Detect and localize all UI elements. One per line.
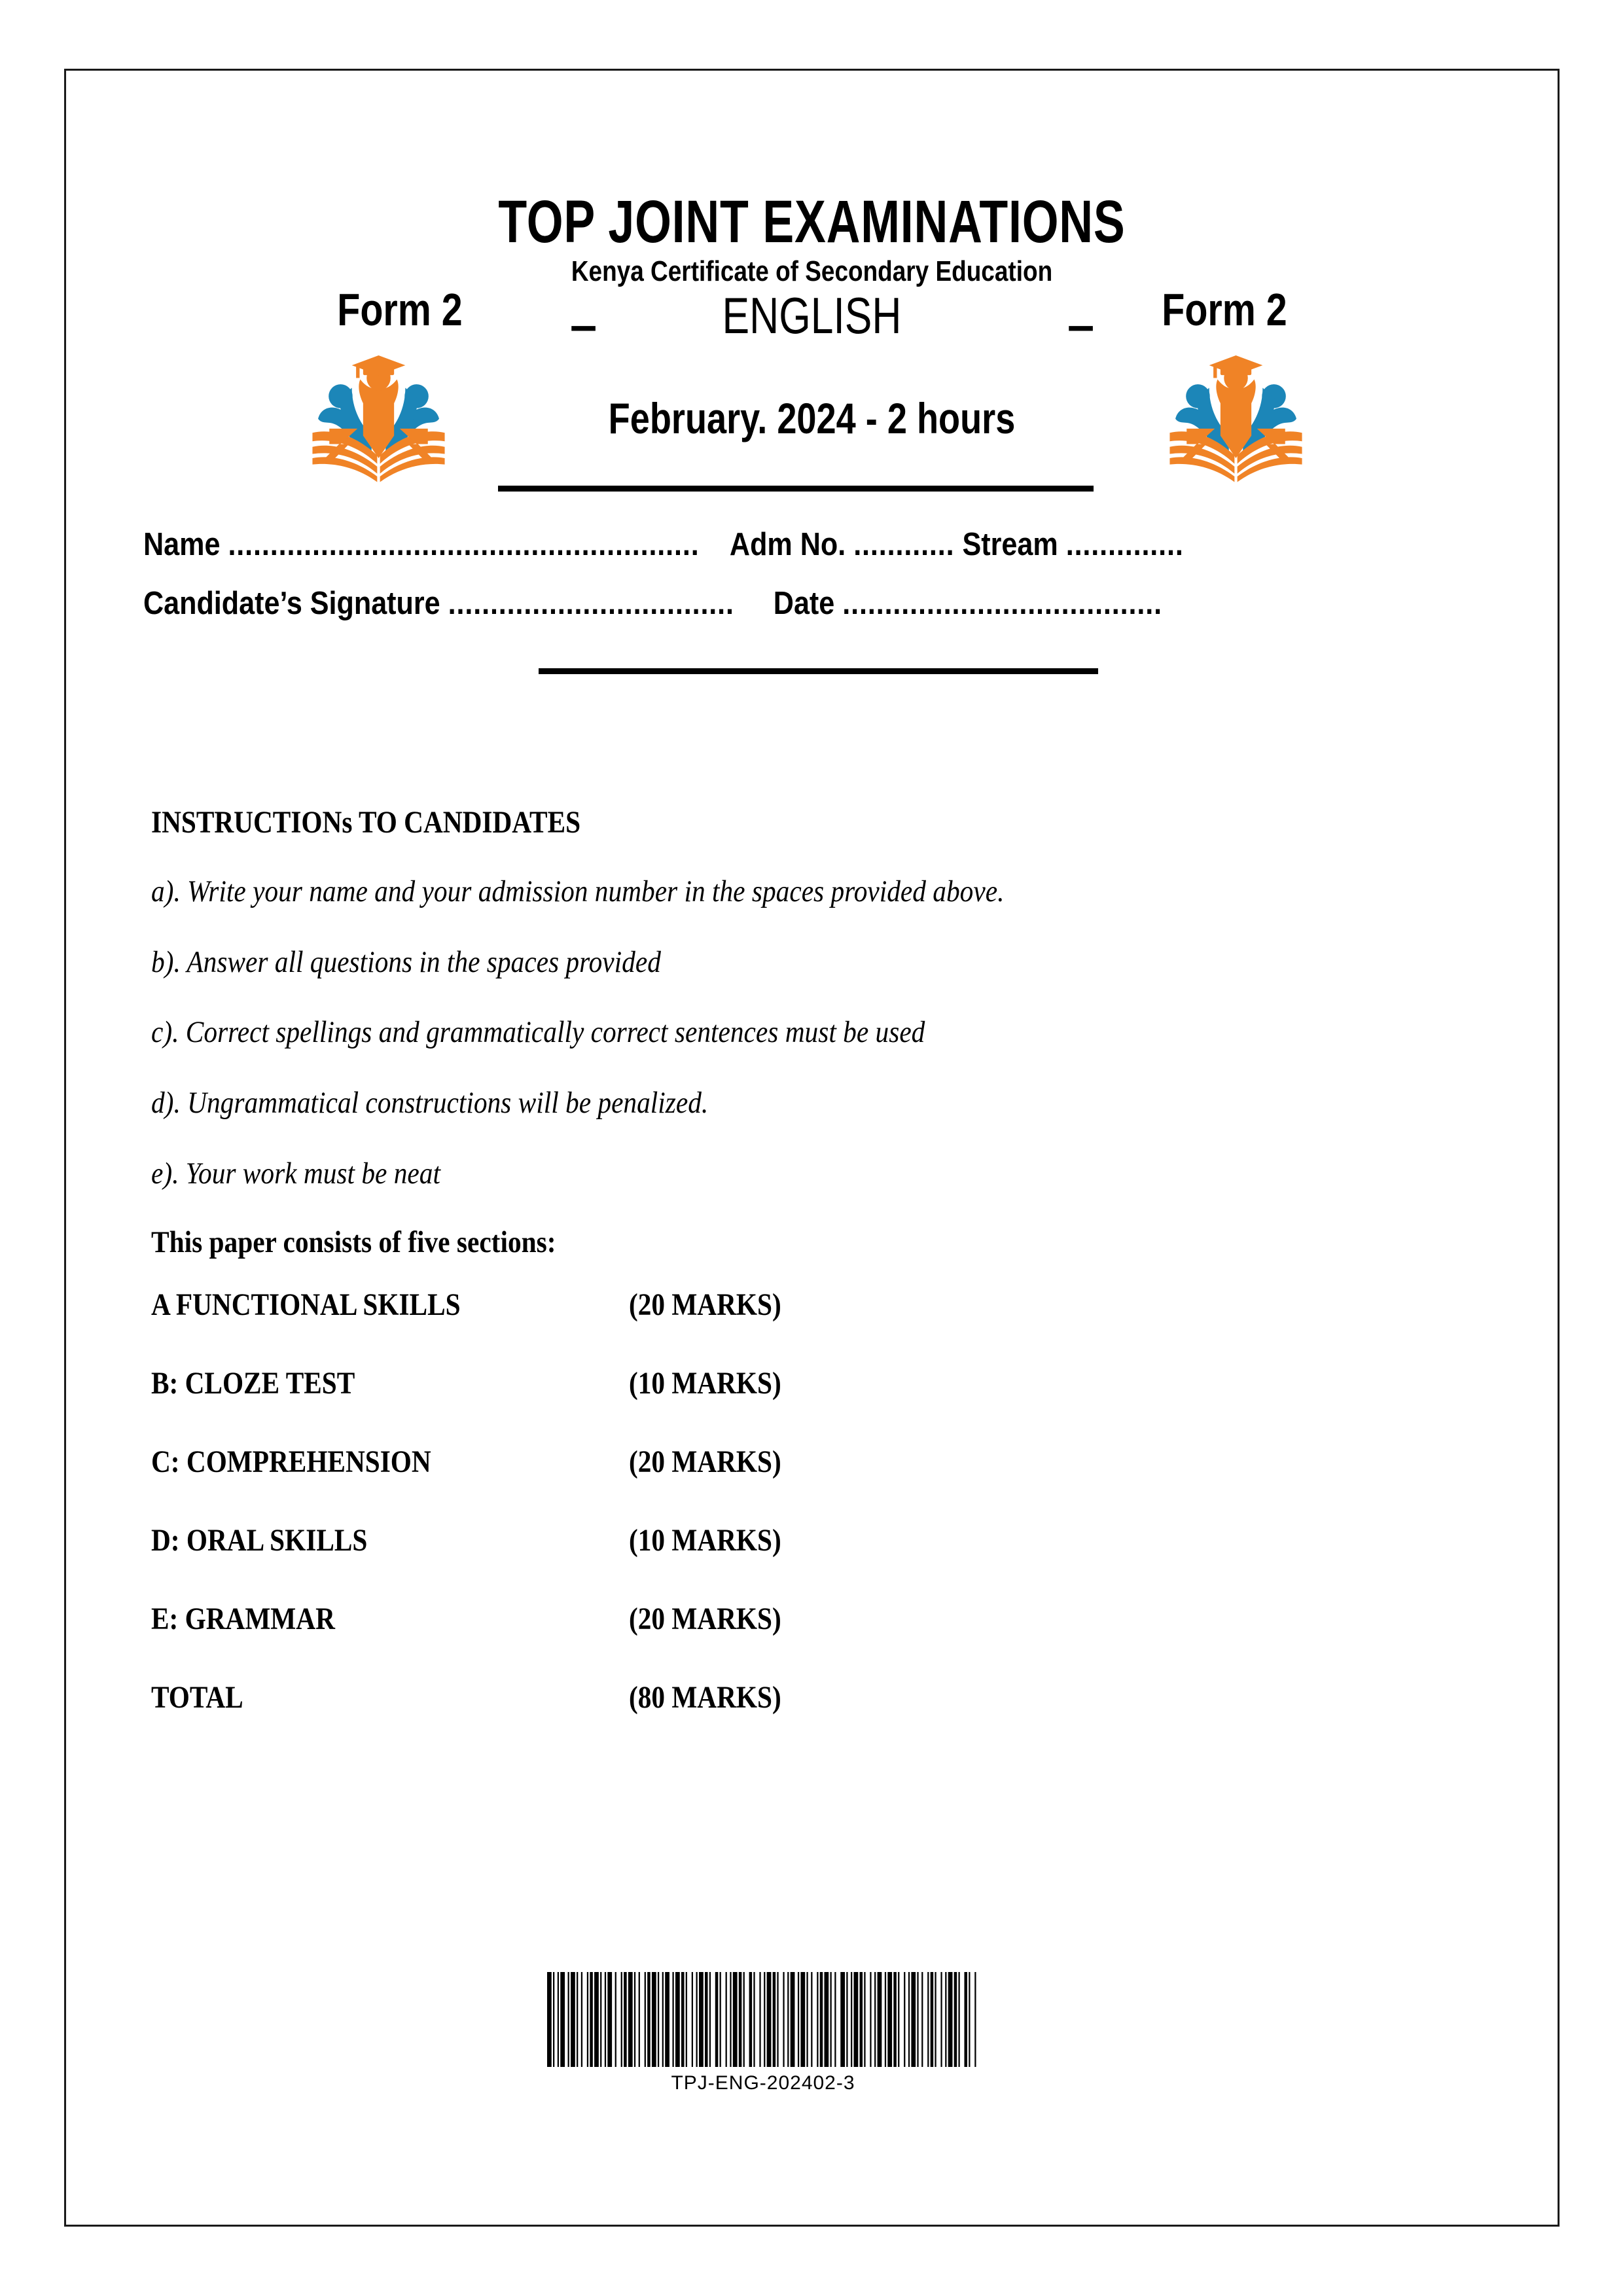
instruction-item: b). Answer all questions in the spaces provided bbox=[151, 944, 661, 979]
section-marks: (20 MARKS) bbox=[629, 1444, 781, 1480]
adm-no-label: Adm No. bbox=[729, 527, 846, 562]
barcode-block bbox=[544, 1972, 982, 2094]
section-row-total bbox=[151, 1682, 1460, 1716]
instruction-item: d). Ungrammatical constructions will be penalized. bbox=[151, 1086, 709, 1121]
sections-intro: This paper consists of five sections: bbox=[151, 1225, 556, 1260]
exam-subtitle: Kenya Certificate of Secondary Education bbox=[571, 255, 1053, 287]
stream-label: Stream bbox=[962, 527, 1058, 562]
form-level-right: Form 2 bbox=[1162, 284, 1287, 335]
dash-left-separator: – bbox=[570, 298, 597, 352]
dash-right-separator: – bbox=[1067, 298, 1095, 352]
barcode-image bbox=[547, 1972, 979, 2067]
date-label: Date bbox=[773, 586, 835, 621]
logo-figures bbox=[312, 355, 444, 482]
school-logo-left bbox=[308, 346, 449, 486]
section-name: E: GRAMMAR bbox=[151, 1602, 335, 1637]
instruction-item: e). Your work must be neat bbox=[151, 1156, 440, 1191]
total-label: TOTAL bbox=[151, 1680, 243, 1715]
total-marks: (80 MARKS) bbox=[629, 1680, 781, 1715]
school-logo-right bbox=[1166, 346, 1306, 486]
instructions-heading: INSTRUCTIONs TO CANDIDATES bbox=[151, 805, 581, 840]
instructions-section bbox=[151, 807, 1460, 1761]
adm-no-input[interactable]: ............ bbox=[853, 527, 955, 562]
instruction-item: a). Write your name and your admission number in the spaces provided above. bbox=[151, 874, 1005, 908]
section-row bbox=[151, 1446, 1460, 1480]
form-level-left: Form 2 bbox=[337, 284, 463, 335]
section-row bbox=[151, 1604, 1460, 1638]
header-rule-top bbox=[498, 486, 1094, 492]
date-input[interactable]: ...................................... bbox=[842, 586, 1162, 621]
section-marks: (20 MARKS) bbox=[629, 1287, 781, 1323]
candidate-signature-row bbox=[143, 588, 1162, 620]
signature-label: Candidate’s Signature bbox=[143, 586, 440, 621]
section-row bbox=[151, 1289, 1460, 1323]
section-row bbox=[151, 1525, 1460, 1559]
section-marks: (10 MARKS) bbox=[629, 1523, 781, 1558]
section-name: A FUNCTIONAL SKILLS bbox=[151, 1287, 461, 1323]
stream-input[interactable]: .............. bbox=[1065, 527, 1184, 562]
section-name: B: CLOZE TEST bbox=[151, 1366, 355, 1401]
subject-title: ENGLISH bbox=[722, 287, 902, 344]
exam-cover-page bbox=[64, 69, 1560, 2227]
page-header bbox=[66, 71, 1558, 634]
logo-figures bbox=[1169, 355, 1302, 482]
section-name: C: COMPREHENSION bbox=[151, 1444, 431, 1480]
section-marks: (20 MARKS) bbox=[629, 1602, 781, 1637]
section-row bbox=[151, 1368, 1460, 1402]
header-rule-bottom bbox=[539, 668, 1098, 674]
signature-input[interactable]: .................................. bbox=[448, 586, 734, 621]
instruction-item: c). Correct spellings and grammatically correct sentences must be used bbox=[151, 1015, 925, 1050]
barcode-label: TPJ-ENG-202402-3 bbox=[671, 2072, 855, 2094]
candidate-name-row bbox=[143, 529, 1184, 561]
name-input[interactable]: ........................................................ bbox=[228, 527, 700, 562]
name-label: Name bbox=[143, 527, 221, 562]
page-title: TOP JOINT EXAMINATIONS bbox=[498, 188, 1126, 255]
exam-date-duration: February. 2024 - 2 hours bbox=[608, 394, 1016, 442]
section-name: D: ORAL SKILLS bbox=[151, 1523, 368, 1558]
section-marks: (10 MARKS) bbox=[629, 1366, 781, 1401]
